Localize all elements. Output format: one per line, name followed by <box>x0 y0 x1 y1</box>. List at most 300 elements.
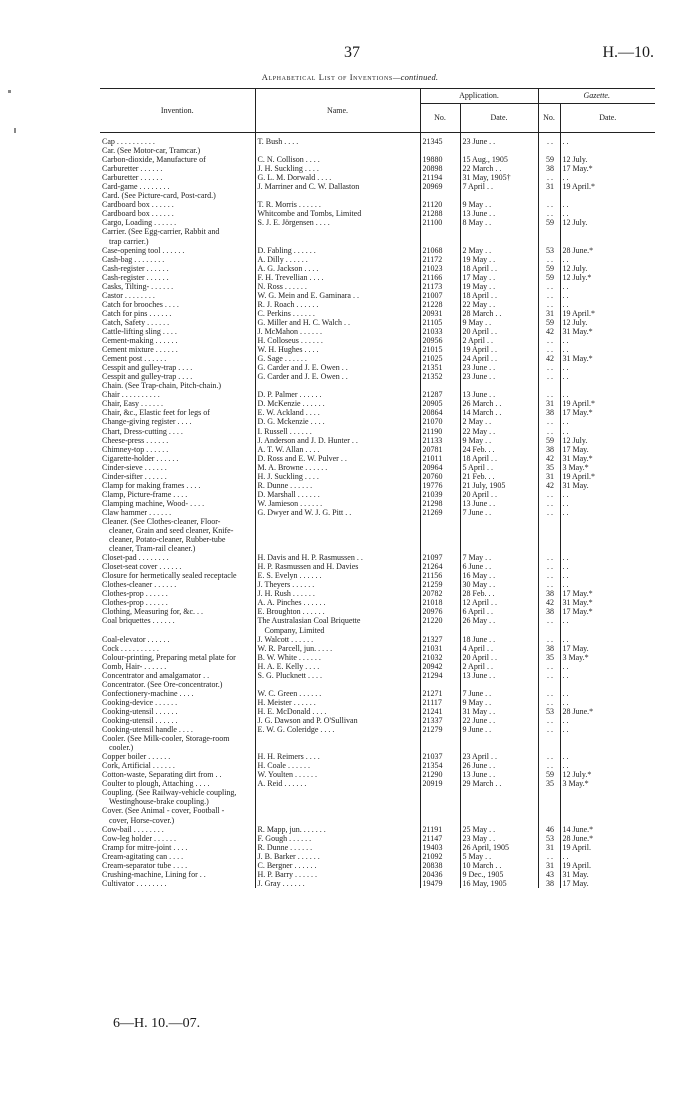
application-date-cell: 26 May . . <box>460 616 538 625</box>
gazette-date-cell: 17 May.* <box>560 607 655 616</box>
name-cell: S. J. E. Jörgensen . . . . <box>255 218 420 227</box>
gazette-no-cell: 53 <box>538 834 560 843</box>
invention-cell: Chimney-top . . . . . . <box>102 444 169 454</box>
gazette-date-cell: . . <box>560 417 655 426</box>
gazette-no-cell: 31 <box>538 399 560 408</box>
name-cell: A. Dilly . . . . . . <box>255 255 420 264</box>
gazette-date-cell <box>560 797 655 806</box>
table-row <box>100 806 655 815</box>
application-date-cell <box>460 535 538 544</box>
application-no-cell: 21298 <box>420 499 460 508</box>
table-row <box>100 553 655 562</box>
name-cell <box>255 381 420 390</box>
application-no-cell <box>420 227 460 236</box>
invention-cell: Chart, Dress-cutting . . . . <box>102 426 183 436</box>
name-cell: H. Davis and H. P. Rasmussen . . <box>255 553 420 562</box>
application-date-cell: 7 May . . <box>460 553 538 562</box>
application-date-cell <box>460 517 538 526</box>
name-cell: J. Theyers . . . . . . <box>255 580 420 589</box>
name-cell <box>255 680 420 689</box>
application-date-cell: 18 April . . <box>460 264 538 273</box>
table-row <box>100 870 655 879</box>
invention-cell: Cash-bag . . . . . . . . <box>102 254 165 264</box>
name-cell: R. J. Roach . . . . . . <box>255 300 420 309</box>
gazette-no-cell: . . <box>538 200 560 209</box>
invention-cell: Casks, Tilting- . . . . . . <box>102 281 174 291</box>
table-row <box>100 779 655 788</box>
invention-cell: Cesspit and gulley-trap . . . . <box>102 363 193 373</box>
gazette-date-cell: 3 May.* <box>560 653 655 662</box>
application-no-cell: 21269 <box>420 508 460 517</box>
table-row <box>100 797 655 806</box>
application-date-cell: 12 April . . <box>460 598 538 607</box>
gazette-date-cell: 17 May.* <box>560 589 655 598</box>
gazette-date-cell: 14 June.* <box>560 825 655 834</box>
invention-cell: Carburetter . . . . . . <box>102 173 163 183</box>
name-cell: D. Fabling . . . . . . <box>255 246 420 255</box>
gazette-no-cell: 42 <box>538 354 560 363</box>
gazette-no-cell: . . <box>538 571 560 580</box>
name-cell <box>255 517 420 526</box>
gazette-no-cell <box>538 626 560 635</box>
header-app-date: Date. <box>460 104 538 133</box>
invention-cell: Closet-seat cover . . . . . . <box>102 562 182 572</box>
name-cell: J. Anderson and J. D. Hunter . . <box>255 436 420 445</box>
application-no-cell: 21345 <box>420 137 460 146</box>
gazette-date-cell <box>560 146 655 155</box>
table-row <box>100 752 655 761</box>
application-no-cell: 20898 <box>420 164 460 173</box>
name-cell: Company, Limited <box>255 626 420 635</box>
gazette-date-cell: . . <box>560 662 655 671</box>
gazette-no-cell: . . <box>538 562 560 571</box>
table-row <box>100 399 655 408</box>
application-date-cell: 16 May, 1905 <box>460 879 538 888</box>
application-no-cell: 20436 <box>420 870 460 879</box>
application-no-cell: 21294 <box>420 671 460 680</box>
invention-cell: Closet-pad . . . . . . . . <box>102 553 169 563</box>
page-number: 37 <box>344 44 360 61</box>
table-row <box>100 146 655 155</box>
application-no-cell: 21264 <box>420 562 460 571</box>
name-cell: F. Gough . . . . . . <box>255 834 420 843</box>
gazette-no-cell <box>538 797 560 806</box>
application-no-cell: 21287 <box>420 390 460 399</box>
table-row <box>100 481 655 490</box>
gazette-date-cell: . . <box>560 499 655 508</box>
table-row <box>100 816 655 825</box>
gazette-date-cell: . . <box>560 372 655 381</box>
gazette-date-cell <box>560 734 655 743</box>
name-cell <box>255 806 420 815</box>
gazette-date-cell: 19 April.* <box>560 472 655 481</box>
gazette-no-cell: 31 <box>538 843 560 852</box>
gazette-no-cell: 38 <box>538 589 560 598</box>
gazette-no-cell: 35 <box>538 653 560 662</box>
name-cell: W. Youlten . . . . . . <box>255 770 420 779</box>
name-cell <box>255 816 420 825</box>
gazette-date-cell: 31 May.* <box>560 354 655 363</box>
invention-cell: Crushing-machine, Lining for . . <box>102 869 206 879</box>
invention-cell: cleaner, Tram-rail cleaner.) <box>109 544 196 554</box>
application-date-cell: 28 March . . <box>460 309 538 318</box>
header-name: Name. <box>255 89 420 133</box>
name-cell: D. G. Mckenzie . . . . <box>255 417 420 426</box>
gazette-no-cell: 31 <box>538 182 560 191</box>
name-cell: S. G. Plucknett . . . . <box>255 671 420 680</box>
table-row <box>100 761 655 770</box>
gazette-date-cell: 31 May. <box>560 870 655 879</box>
gazette-date-cell: . . <box>560 553 655 562</box>
application-no-cell: 21015 <box>420 345 460 354</box>
application-date-cell: 24 April . . <box>460 354 538 363</box>
gazette-date-cell: . . <box>560 716 655 725</box>
application-date-cell <box>460 806 538 815</box>
application-no-cell: 21033 <box>420 327 460 336</box>
application-date-cell <box>460 626 538 635</box>
table-row <box>100 336 655 345</box>
gazette-no-cell: 59 <box>538 770 560 779</box>
application-no-cell: 21352 <box>420 372 460 381</box>
name-cell: J. Gray . . . . . . <box>255 879 420 888</box>
table-row <box>100 508 655 517</box>
name-cell: H. J. Suckling . . . . <box>255 472 420 481</box>
application-date-cell: 13 June . . <box>460 671 538 680</box>
application-date-cell: 30 May . . <box>460 580 538 589</box>
gazette-date-cell: 12 July. <box>560 155 655 164</box>
gazette-no-cell: . . <box>538 427 560 436</box>
inventions-rows <box>100 133 655 888</box>
name-cell: A. Reid . . . . . . <box>255 779 420 788</box>
invention-cell: Copper boiler . . . . . . <box>102 752 171 762</box>
application-date-cell: 17 May . . <box>460 273 538 282</box>
name-cell: B. W. White . . . . . . <box>255 653 420 662</box>
name-cell: J. Walcott . . . . . . <box>255 635 420 644</box>
invention-cell: Carrier. (See Egg-carrier, Rabbit and <box>102 227 220 237</box>
application-no-cell: 21173 <box>420 282 460 291</box>
application-date-cell <box>460 797 538 806</box>
gazette-no-cell: . . <box>538 635 560 644</box>
application-no-cell <box>420 526 460 535</box>
table-row <box>100 309 655 318</box>
invention-cell: Catch for brooches . . . . <box>102 299 179 309</box>
gazette-date-cell: 17 May. <box>560 644 655 653</box>
name-cell <box>255 191 420 200</box>
application-date-cell: 9 May . . <box>460 318 538 327</box>
application-date-cell: 28 Feb. . . <box>460 589 538 598</box>
invention-cell: Chair, &c., Elastic feet for legs of <box>102 408 210 418</box>
application-no-cell: 20919 <box>420 779 460 788</box>
invention-cell: Catch, Safety . . . . . . <box>102 317 170 327</box>
invention-cell: Clothes-cleaner . . . . . . <box>102 580 177 590</box>
invention-cell: Clamping machine, Wood- . . . . <box>102 498 205 508</box>
application-date-cell: 23 May . . <box>460 834 538 843</box>
application-date-cell <box>460 816 538 825</box>
name-cell: C. N. Collison . . . . <box>255 155 420 164</box>
table-row <box>100 589 655 598</box>
table-row <box>100 544 655 553</box>
application-no-cell: 20905 <box>420 399 460 408</box>
name-cell: G. Miller and H. C. Walch . . <box>255 318 420 327</box>
application-date-cell: 7 June . . <box>460 689 538 698</box>
gazette-date-cell: 31 May.* <box>560 598 655 607</box>
application-no-cell: 19479 <box>420 879 460 888</box>
invention-cell: Concentrator. (See Ore-concentrator.) <box>102 679 223 689</box>
name-cell: E. Broughton . . . . . . <box>255 607 420 616</box>
application-date-cell: 22 March . . <box>460 164 538 173</box>
table-row <box>100 237 655 246</box>
table-row <box>100 354 655 363</box>
invention-cell: Cooking-utensil handle . . . . <box>102 725 193 735</box>
invention-cell: Claw hammer . . . . . . <box>102 507 172 517</box>
application-no-cell: 20781 <box>420 445 460 454</box>
gazette-no-cell <box>538 544 560 553</box>
application-no-cell: 19880 <box>420 155 460 164</box>
application-date-cell: 22 May . . <box>460 427 538 436</box>
gazette-no-cell: . . <box>538 300 560 309</box>
application-no-cell: 21156 <box>420 571 460 580</box>
table-row <box>100 282 655 291</box>
invention-cell: Clothes-prop . . . . . . <box>102 589 168 599</box>
application-no-cell: 20942 <box>420 662 460 671</box>
table-row <box>100 182 655 191</box>
application-date-cell: 9 May . . <box>460 436 538 445</box>
invention-cell: Cap . . . . . . . . . . <box>102 137 155 146</box>
table-row <box>100 834 655 843</box>
gazette-no-cell <box>538 381 560 390</box>
application-no-cell <box>420 517 460 526</box>
invention-cell: Cooking-utensil . . . . . . <box>102 716 178 725</box>
invention-cell: Cash-register . . . . . . <box>102 272 169 282</box>
gazette-date-cell: . . <box>560 725 655 734</box>
invention-cell: Comb, Hair- . . . . . . <box>102 661 167 671</box>
gazette-no-cell: . . <box>538 580 560 589</box>
invention-cell: Coal briquettes . . . . . . <box>102 616 175 626</box>
table-row <box>100 255 655 264</box>
gazette-date-cell <box>560 680 655 689</box>
application-no-cell <box>420 734 460 743</box>
gazette-no-cell: 59 <box>538 318 560 327</box>
application-date-cell <box>460 734 538 743</box>
application-date-cell: 31 May, 1905† <box>460 173 538 182</box>
name-cell: J. McMahon . . . . . . <box>255 327 420 336</box>
application-no-cell <box>420 680 460 689</box>
name-cell: H. Colloseus . . . . . . <box>255 336 420 345</box>
application-no-cell: 21279 <box>420 725 460 734</box>
gazette-date-cell <box>560 517 655 526</box>
gazette-date-cell: . . <box>560 580 655 589</box>
invention-cell: Card-game . . . . . . . . <box>102 182 170 192</box>
gazette-no-cell: 59 <box>538 264 560 273</box>
application-no-cell: 21120 <box>420 200 460 209</box>
gazette-no-cell: . . <box>538 508 560 517</box>
gazette-date-cell: . . <box>560 345 655 354</box>
gazette-no-cell: 31 <box>538 861 560 870</box>
application-date-cell: 20 April . . <box>460 490 538 499</box>
table-row <box>100 843 655 852</box>
gazette-no-cell: 42 <box>538 327 560 336</box>
name-cell <box>255 237 420 246</box>
name-cell: H. H. Reimers . . . . <box>255 752 420 761</box>
name-cell: E. W. Ackland . . . . <box>255 408 420 417</box>
application-date-cell: 9 May . . <box>460 200 538 209</box>
name-cell: T. R. Morris . . . . . . <box>255 200 420 209</box>
application-no-cell <box>420 544 460 553</box>
gazette-date-cell: . . <box>560 852 655 861</box>
application-no-cell: 21092 <box>420 852 460 861</box>
name-cell: N. Ross . . . . . . <box>255 282 420 291</box>
gazette-date-cell: 17 May.* <box>560 164 655 173</box>
invention-cell: Closure for hermetically sealed receptacle <box>102 571 237 581</box>
gazette-no-cell: 38 <box>538 164 560 173</box>
application-no-cell: 20976 <box>420 607 460 616</box>
invention-cell: trap carrier.) <box>109 236 149 246</box>
gazette-date-cell <box>560 535 655 544</box>
gazette-no-cell: . . <box>538 752 560 761</box>
table-row <box>100 318 655 327</box>
gazette-no-cell: . . <box>538 490 560 499</box>
name-cell: D. McKenzie . . . . . . <box>255 399 420 408</box>
application-date-cell: 21 July, 1905 <box>460 481 538 490</box>
name-cell: H. E. McDonald . . . . <box>255 707 420 716</box>
name-cell: The Australasian Coal Briquette <box>255 616 420 625</box>
gazette-date-cell: . . <box>560 173 655 182</box>
table-row <box>100 191 655 200</box>
name-cell: W. C. Green . . . . . . <box>255 689 420 698</box>
gazette-no-cell: 59 <box>538 155 560 164</box>
gazette-date-cell <box>560 816 655 825</box>
gazette-date-cell: 17 May. <box>560 879 655 888</box>
gazette-no-cell: . . <box>538 173 560 182</box>
invention-cell: Cement mixture . . . . . . <box>102 345 178 355</box>
gazette-no-cell <box>538 816 560 825</box>
invention-cell: Coal-elevator . . . . . . <box>102 634 170 644</box>
invention-cell: Clothing, Measuring for, &c. . . <box>102 607 203 617</box>
table-row <box>100 345 655 354</box>
application-date-cell: 23 June . . <box>460 372 538 381</box>
name-cell: G. L. M. Dorwald . . . . <box>255 173 420 182</box>
gazette-no-cell: 42 <box>538 598 560 607</box>
application-no-cell <box>420 788 460 797</box>
application-no-cell: 21070 <box>420 417 460 426</box>
table-row <box>100 861 655 870</box>
application-date-cell: 20 April . . <box>460 327 538 336</box>
application-no-cell: 21147 <box>420 834 460 843</box>
application-no-cell: 21068 <box>420 246 460 255</box>
invention-cell: Clothes-prop . . . . . . <box>102 598 168 608</box>
application-date-cell: 8 May . . <box>460 218 538 227</box>
application-no-cell <box>420 743 460 752</box>
gazette-date-cell: 12 July.* <box>560 770 655 779</box>
application-date-cell: 2 May . . <box>460 417 538 426</box>
gazette-date-cell <box>560 626 655 635</box>
invention-cell: Castor . . . . . . . . <box>102 290 155 300</box>
application-no-cell: 21327 <box>420 635 460 644</box>
application-no-cell <box>420 535 460 544</box>
invention-cell: Card. (See Picture-card, Post-card.) <box>102 191 216 201</box>
application-no-cell <box>420 191 460 200</box>
application-date-cell: 7 April . . <box>460 182 538 191</box>
name-cell: G. Sage . . . . . . <box>255 354 420 363</box>
name-cell: H. P. Rasmussen and H. Davies <box>255 562 420 571</box>
invention-cell: Cultivator . . . . . . . . <box>102 878 167 888</box>
invention-cell: cooler.) <box>109 743 134 753</box>
invention-cell: Cooking-utensil . . . . . . <box>102 706 178 716</box>
table-row <box>100 879 655 888</box>
table-row <box>100 662 655 671</box>
gazette-date-cell: 17 May. <box>560 445 655 454</box>
gazette-no-cell: . . <box>538 255 560 264</box>
invention-cell: cleaner, Grain and seed cleaner, Knife- <box>109 526 234 536</box>
application-date-cell <box>460 381 538 390</box>
table-row <box>100 607 655 616</box>
name-cell: H. Coale . . . . . . <box>255 761 420 770</box>
gazette-date-cell: . . <box>560 300 655 309</box>
application-date-cell: 2 April . . <box>460 336 538 345</box>
invention-cell: Confectionery-machine . . . . <box>102 688 194 698</box>
name-cell: A. T. W. Allan . . . . <box>255 445 420 454</box>
name-cell: R. Mapp, jun. . . . . . . <box>255 825 420 834</box>
application-date-cell <box>460 227 538 236</box>
application-date-cell <box>460 680 538 689</box>
application-date-cell <box>460 191 538 200</box>
table-row <box>100 227 655 236</box>
invention-cell: Cover. (See Animal - cover, Football - <box>102 806 225 816</box>
application-no-cell: 20760 <box>420 472 460 481</box>
gazette-no-cell: 42 <box>538 481 560 490</box>
application-date-cell: 19 April . . <box>460 345 538 354</box>
table-row <box>100 417 655 426</box>
table-row <box>100 454 655 463</box>
application-no-cell <box>420 626 460 635</box>
invention-cell: Catch for pins . . . . . . <box>102 308 172 318</box>
gazette-no-cell: . . <box>538 761 560 770</box>
application-no-cell: 20969 <box>420 182 460 191</box>
table-row <box>100 707 655 716</box>
header-invention: Invention. <box>100 89 255 133</box>
name-cell: E. W. G. Coleridge . . . . <box>255 725 420 734</box>
name-cell: C. Bergner . . . . . . <box>255 861 420 870</box>
gazette-no-cell: 38 <box>538 445 560 454</box>
inventions-table <box>100 88 655 888</box>
table-row <box>100 616 655 625</box>
application-date-cell: 23 April . . <box>460 752 538 761</box>
gazette-date-cell: 12 July. <box>560 318 655 327</box>
gazette-no-cell <box>538 680 560 689</box>
gazette-no-cell: 38 <box>538 408 560 417</box>
name-cell: Whitcombe and Tombs, Limited <box>255 209 420 218</box>
application-no-cell: 21023 <box>420 264 460 273</box>
application-no-cell: 21220 <box>420 616 460 625</box>
application-no-cell: 21105 <box>420 318 460 327</box>
application-no-cell: 21259 <box>420 580 460 589</box>
invention-cell: Cargo, Loading . . . . . . <box>102 218 177 228</box>
application-date-cell: 22 June . . <box>460 716 538 725</box>
application-date-cell: 20 April . . <box>460 653 538 662</box>
application-date-cell: 26 April, 1905 <box>460 843 538 852</box>
name-cell <box>255 535 420 544</box>
application-no-cell: 21271 <box>420 689 460 698</box>
application-date-cell: 13 June . . <box>460 770 538 779</box>
table-row <box>100 436 655 445</box>
invention-cell: Cheese-press . . . . . . <box>102 435 169 445</box>
gazette-no-cell: . . <box>538 716 560 725</box>
gazette-no-cell: . . <box>538 390 560 399</box>
invention-cell: Chain. (See Trap-chain, Pitch-chain.) <box>102 381 222 391</box>
gazette-date-cell: 3 May.* <box>560 463 655 472</box>
invention-cell: Coulter to plough, Attaching . . . . <box>102 779 210 789</box>
application-date-cell: 23 June . . <box>460 137 538 146</box>
